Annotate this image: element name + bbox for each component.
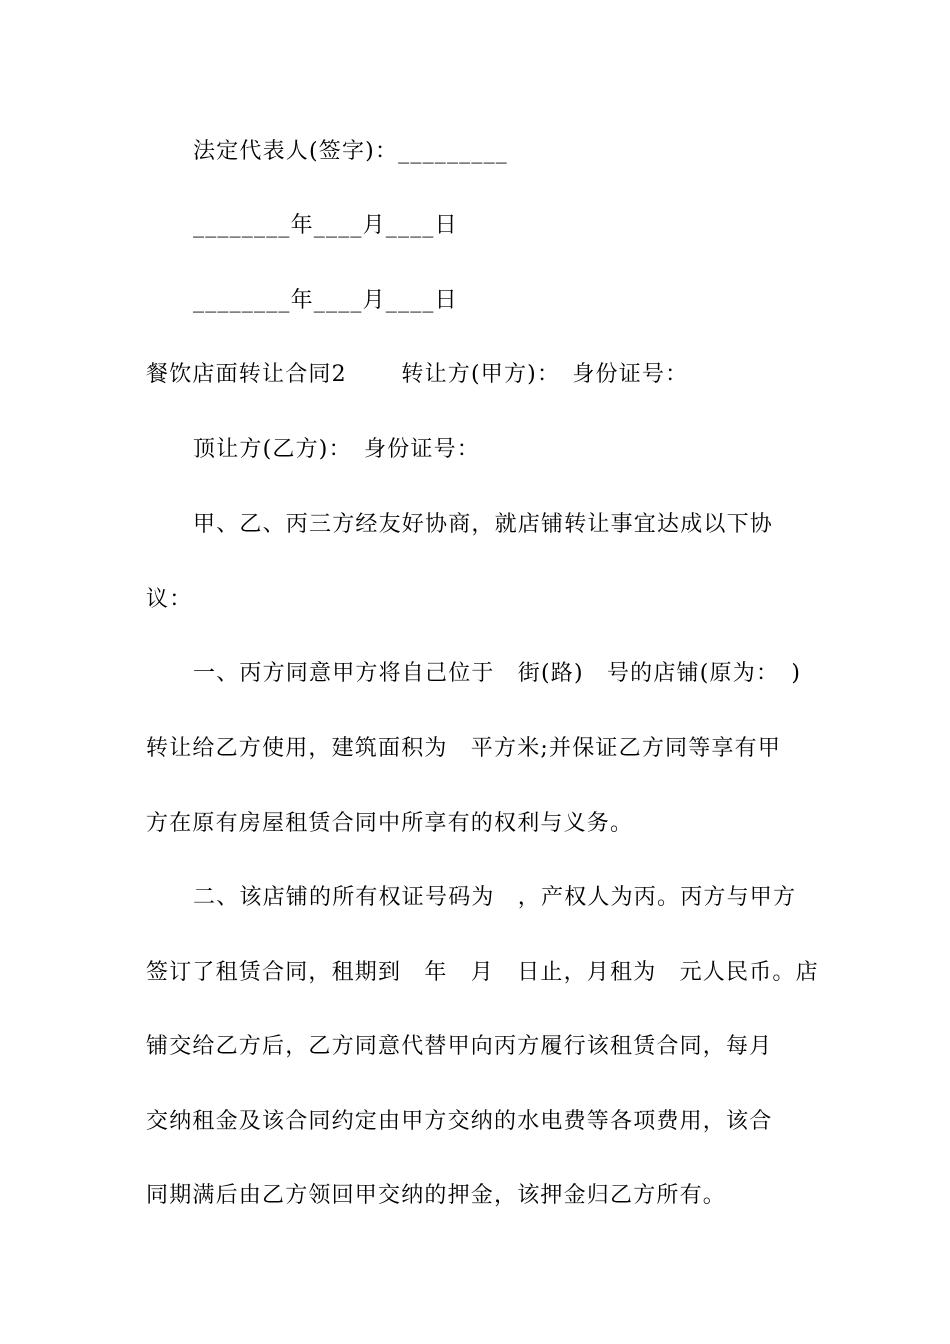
clause-2-line: 二、该店铺的所有权证号码为 ，产权人为丙。丙方与甲方 — [193, 885, 797, 910]
date-line: ________年____月____日 — [193, 288, 458, 313]
clause-2-line: 签订了租赁合同，租期到 年 月 日止，月租为 元人民币。店 — [146, 960, 819, 985]
clause-1-line: 转让给乙方使用，建筑面积为 平方米;并保证乙方同等享有甲 — [146, 736, 782, 761]
date-line: ________年____月____日 — [193, 213, 458, 238]
paragraph-line: 甲、乙、丙三方经友好协商，就店铺转让事宜达成以下协 — [193, 512, 774, 537]
clause-1-line: 方在原有房屋租赁合同中所享有的权利与义务。 — [146, 811, 634, 836]
clause-2-line: 铺交给乙方后，乙方同意代替甲向丙方履行该租赁合同，每月 — [146, 1034, 773, 1059]
contract-heading-line: 餐饮店面转让合同2 转让方(甲方)： 身份证号： — [146, 362, 689, 387]
signature-line-legal-representative: 法定代表人(签字)：_________ — [193, 139, 508, 164]
clause-1-line: 一、丙方同意甲方将自己位于 街(路) 号的店铺(原为： ) — [193, 661, 802, 686]
clause-2-line: 交纳租金及该合同约定由甲方交纳的水电费等各项费用，该合 — [146, 1109, 773, 1134]
clause-2-line: 同期满后由乙方领回甲交纳的押金，该押金归乙方所有。 — [146, 1183, 727, 1208]
party-b-line: 顶让方(乙方)： 身份证号： — [193, 437, 480, 462]
paragraph-line: 议： — [146, 587, 193, 612]
